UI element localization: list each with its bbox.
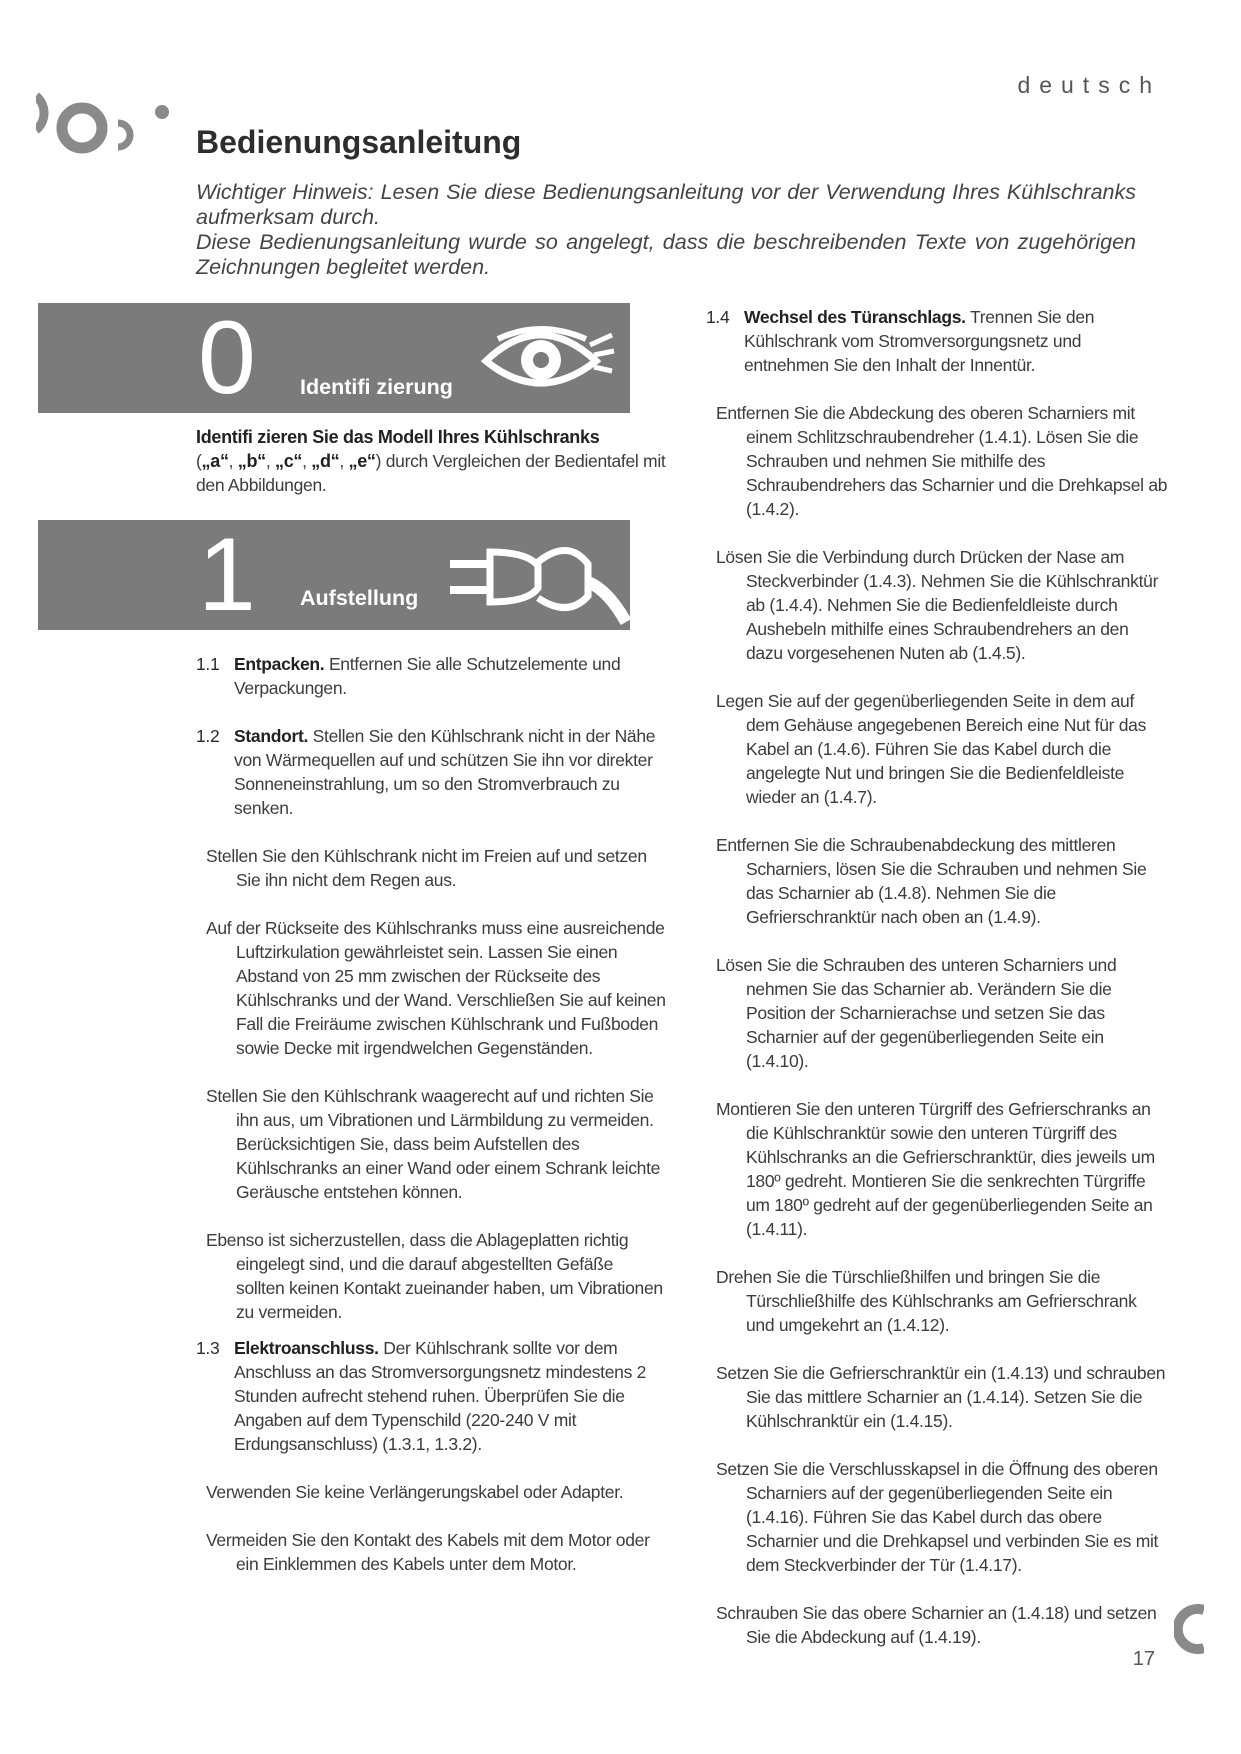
instruction-paragraph: Auf der Rückseite des Kühlschranks muss eine ausreichende Luftzirkulation gewährleistet sein. Lassen Sie einen Abstand von 25 mm zwischen der Rückseite des Kühlschranks und der Wand. Verschließen Sie auf keinen Fall die Freiräume zwischen Kühlschrank und Fußboden sowie Decke mit irgendwelchen Gegenständen. [206,918,666,1058]
instruction-1-1 [196,652,666,700]
model-label: „d“ [311,451,340,471]
item-text: Trennen Sie den Kühlschrank vom Stromversorgungsnetz und entnehmen Sie den Inhalt der Innentür. [744,307,1095,375]
instruction-paragraph: Ebenso ist sicherzustellen, dass die Ablageplatten richtig eingelegt sind, und die darauf abgestellten Gefäße sollten keinen Kontakt zueinander haben, um Vibrationen zu vermeiden. [206,1230,663,1322]
instruction-paragraph: Lösen Sie die Schrauben des unteren Scharniers und nehmen Sie das Scharnier ab. Verändern Sie die Position der Scharnierachse und setzen Sie das Scharnier auf der gegenüberliegenden Seite ein (1.4.10). [716,955,1117,1071]
item-title: Elektroanschluss. [234,1338,379,1358]
instruction-paragraph: Lösen Sie die Verbindung durch Drücken der Nase am Steckverbinder (1.4.3). Nehmen Sie die Kühlschranktür ab (1.4.4). Nehmen Sie die Bedienfeldleiste durch Aushebeln mithilfe eines Schraubendrehers an den dazu vorgesehenen Nuten ab (1.4.5). [716,547,1159,663]
item-text: Der Kühlschrank sollte vor dem Anschluss an das Stromversorgungsnetz mindestens 2 Stunden aufrecht stehend ruhen. Überprüfen Sie die Angaben auf dem Typenschild (220-240 V mit Erdungsanschluss) (1.3.1, 1.3.2). [234,1338,647,1454]
right-column [706,305,1168,1673]
section-number: 0 [198,303,256,413]
model-label: „e“ [348,451,376,471]
section-label: Aufstellung [300,586,419,610]
page-number: 17 [1132,1648,1155,1670]
section-label: Identifi zierung [300,375,453,399]
models-open: ( [196,451,202,471]
instruction-1-2 [196,724,666,820]
model-label: „c“ [275,451,303,471]
page-title: Bedienungsanleitung [196,124,522,160]
instruction-paragraph: Schrauben Sie das obere Scharnier an (1.4.18) und setzen Sie die Abdeckung auf (1.4.19). [716,1603,1157,1647]
intro-line: Diese Bedienungsanleitung wurde so angelegt, dass die beschreibenden Texte von zugehörigen Zeichnungen begleitet werden. [196,230,1136,279]
item-title: Entpacken. [234,654,325,674]
item-title: Standort. [234,726,309,746]
language-label: deutsch [1017,72,1161,98]
item-number: 1.4 [706,307,730,327]
left-column [196,425,666,1600]
instruction-1-4 [706,305,1168,377]
instruction-paragraph: Vermeiden Sie den Kontakt des Kabels mit dem Motor oder ein Einklemmen des Kabels unter dem Motor. [206,1530,650,1574]
item-number: 1.3 [196,1338,220,1358]
model-label: „a“ [201,451,229,471]
item-number: 1.2 [196,726,220,746]
instruction-paragraph: Legen Sie auf der gegenüberliegenden Seite in dem auf dem Gehäuse angegebenen Bereich eine Nut für das Kabel an (1.4.6). Führen Sie das Kabel durch die angelegte Nut und bringen Sie die Bedienfeldleiste wieder an (1.4.7). [716,691,1147,807]
item-text: Entfernen Sie alle Schutzelemente und Verpackungen. [234,654,621,698]
brand-logo-icon [36,78,176,168]
instruction-paragraph: Drehen Sie die Türschließhilfen und bringen Sie die Türschließhilfe des Kühlschranks am Gefrierschrank und umgekehrt an (1.4.12). [716,1267,1137,1335]
intro-line: Wichtiger Hinweis: Lesen Sie diese Bedienungsanleitung vor der Verwendung Ihres Kühlschranks aufmerksam durch. [196,180,1136,229]
section0-heading: Identifi zieren Sie das Modell Ihres Kühlschranks [196,427,600,447]
instruction-paragraph: Setzen Sie die Verschlusskapsel in die Öffnung des oberen Scharniers auf der gegenüberliegenden Seite ein (1.4.16). Führen Sie das Kabel durch das obere Scharnier und die Drehkapsel und verbinden Sie es mit dem Steckverbinder der Tür (1.4.17). [716,1459,1159,1575]
item-number: 1.1 [196,654,220,674]
section-banner-identification [38,303,630,413]
section0-intro: Identifi zieren Sie das Modell Ihres Kühlschranks („a“, „b“, „c“, „d“, „e“) durch Vergleichen der Bedientafel mit den Abbildungen. [196,427,666,495]
instruction-paragraph: Verwenden Sie keine Verlängerungskabel oder Adapter. [206,1482,624,1502]
item-text: Stellen Sie den Kühlschrank nicht in der Nähe von Wärmequellen auf und schützen Sie ihn vor direkter Sonneneinstrahlung, um so den Stromverbrauch zu senken. [234,726,656,818]
instruction-paragraph: Montieren Sie den unteren Türgriff des Gefrierschranks an die Kühlschranktür sowie den unteren Türgriff des Kühlschranks an die Gefrierschranktür, dies jeweils um 180º gedreht. Montieren Sie die senkrechten Türgriffe um 180º gedreht auf der gegenüberliegenden Seite an (1.4.11). [716,1099,1155,1239]
edge-brand-icon [1174,1604,1204,1654]
model-label: „b“ [237,451,266,471]
section0-body: ) durch Vergleichen der Bedientafel mit den Abbildungen. [196,451,666,495]
instruction-paragraph: Setzen Sie die Gefrierschranktür ein (1.4.13) und schrauben Sie das mittlere Scharnier an (1.4.14). Setzen Sie die Kühlschranktür ein (1.4.15). [716,1363,1166,1431]
instruction-paragraph: Entfernen Sie die Schraubenabdeckung des mittleren Scharniers, lösen Sie die Schrauben und nehmen Sie das Scharnier ab (1.4.8). Nehmen Sie die Gefrierschranktür nach oben an (1.4.9). [716,835,1147,927]
item-title: Wechsel des Türanschlags. [744,307,966,327]
instruction-paragraph: Stellen Sie den Kühlschrank nicht im Freien auf und setzen Sie ihn nicht dem Regen aus. [206,846,647,890]
instruction-paragraph: Entfernen Sie die Abdeckung des oberen Scharniers mit einem Schlitzschraubendreher (1.4.1). Lösen Sie die Schrauben und nehmen Sie mithilfe des Schraubendrehers das Scharnier und die Drehkapsel ab (1.4.2). [716,403,1168,519]
instruction-1-3 [196,1336,666,1456]
section-number: 1 [198,520,256,630]
instruction-paragraph: Stellen Sie den Kühlschrank waagerecht auf und richten Sie ihn aus, um Vibrationen und Lärmbildung zu vermeiden. Berücksichtigen Sie, dass beim Aufstellen des Kühlschranks an einer Wand oder einem Schrank leichte Geräusche entstehen können. [206,1086,661,1202]
eye-icon [478,315,616,401]
intro-notice [196,180,1136,280]
